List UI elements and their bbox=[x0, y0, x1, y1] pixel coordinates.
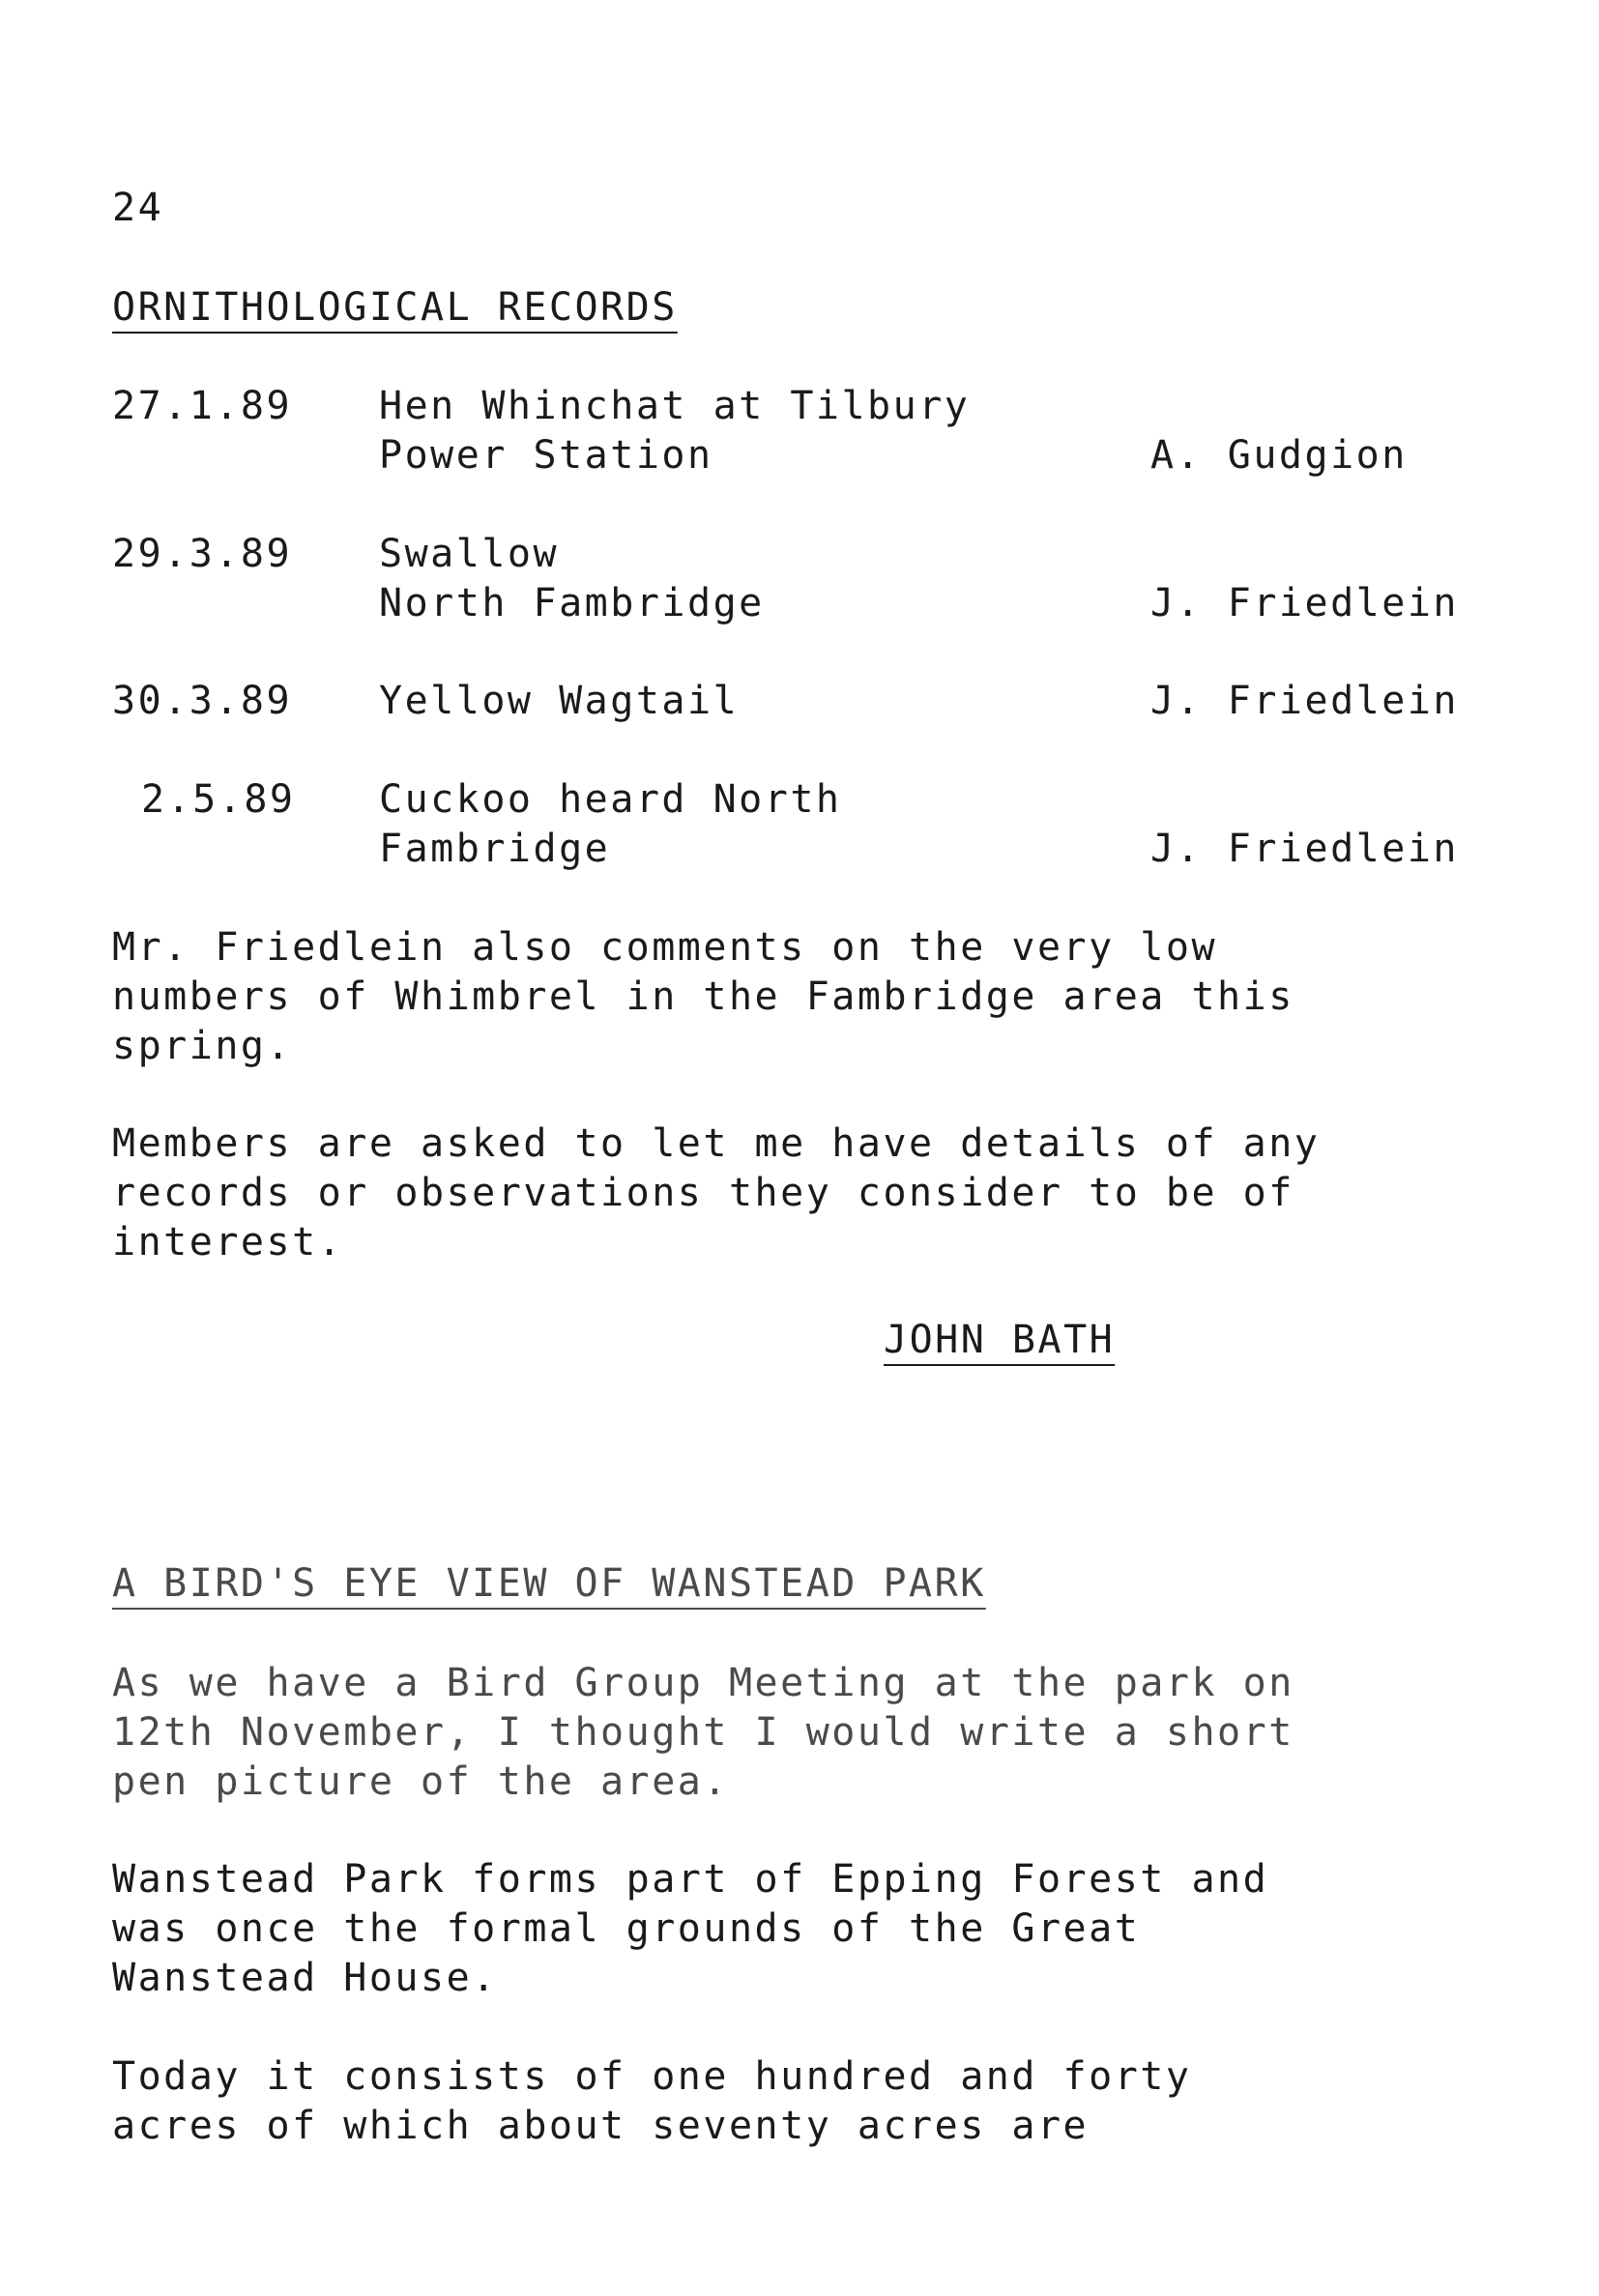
paragraph-line: was once the formal grounds of the Great bbox=[112, 1906, 1141, 1951]
record-location: Power Station bbox=[379, 433, 713, 478]
record-location: North Fambridge bbox=[379, 581, 765, 625]
request-line: Members are asked to let me have details of any bbox=[112, 1121, 1321, 1166]
request-line: interest. bbox=[112, 1220, 344, 1264]
record-species: Swallow bbox=[379, 532, 560, 576]
paragraph-line: Wanstead Park forms part of Epping Forest and bbox=[112, 1857, 1269, 1902]
paragraph-line: Today it consists of one hundred and forty bbox=[112, 2054, 1192, 2099]
record-location: Fambridge bbox=[379, 827, 611, 871]
record-date: 2.5.89 bbox=[141, 777, 296, 822]
record-observer: J. Friedlein bbox=[1150, 827, 1459, 871]
paragraph-line: Wanstead House. bbox=[112, 1956, 498, 2000]
record-observer: A. Gudgion bbox=[1150, 433, 1408, 478]
record-observer: J. Friedlein bbox=[1150, 679, 1459, 723]
record-species: Yellow Wagtail bbox=[379, 679, 740, 723]
request-line: records or observations they consider to be of bbox=[112, 1171, 1294, 1215]
comment-line: numbers of Whimbrel in the Fambridge area this bbox=[112, 974, 1294, 1019]
paragraph-line: 12th November, I thought I would write a short bbox=[112, 1710, 1294, 1755]
record-species: Hen Whinchat at Tilbury bbox=[379, 384, 971, 428]
records-heading: ORNITHOLOGICAL RECORDS bbox=[112, 285, 678, 330]
record-observer: J. Friedlein bbox=[1150, 581, 1459, 625]
page-number: 24 bbox=[112, 186, 164, 230]
paragraph-line: As we have a Bird Group Meeting at the park on bbox=[112, 1661, 1294, 1705]
comment-line: spring. bbox=[112, 1024, 293, 1068]
record-date: 30.3.89 bbox=[112, 679, 293, 723]
wanstead-heading: A BIRD'S EYE VIEW OF WANSTEAD PARK bbox=[112, 1561, 986, 1606]
record-date: 27.1.89 bbox=[112, 384, 293, 428]
paragraph-line: acres of which about seventy acres are bbox=[112, 2104, 1090, 2148]
comment-line: Mr. Friedlein also comments on the very low bbox=[112, 925, 1218, 970]
record-date: 29.3.89 bbox=[112, 532, 293, 576]
author-signature: JOHN BATH bbox=[884, 1318, 1116, 1362]
paragraph-line: pen picture of the area. bbox=[112, 1759, 729, 1804]
record-species: Cuckoo heard North bbox=[379, 777, 842, 822]
